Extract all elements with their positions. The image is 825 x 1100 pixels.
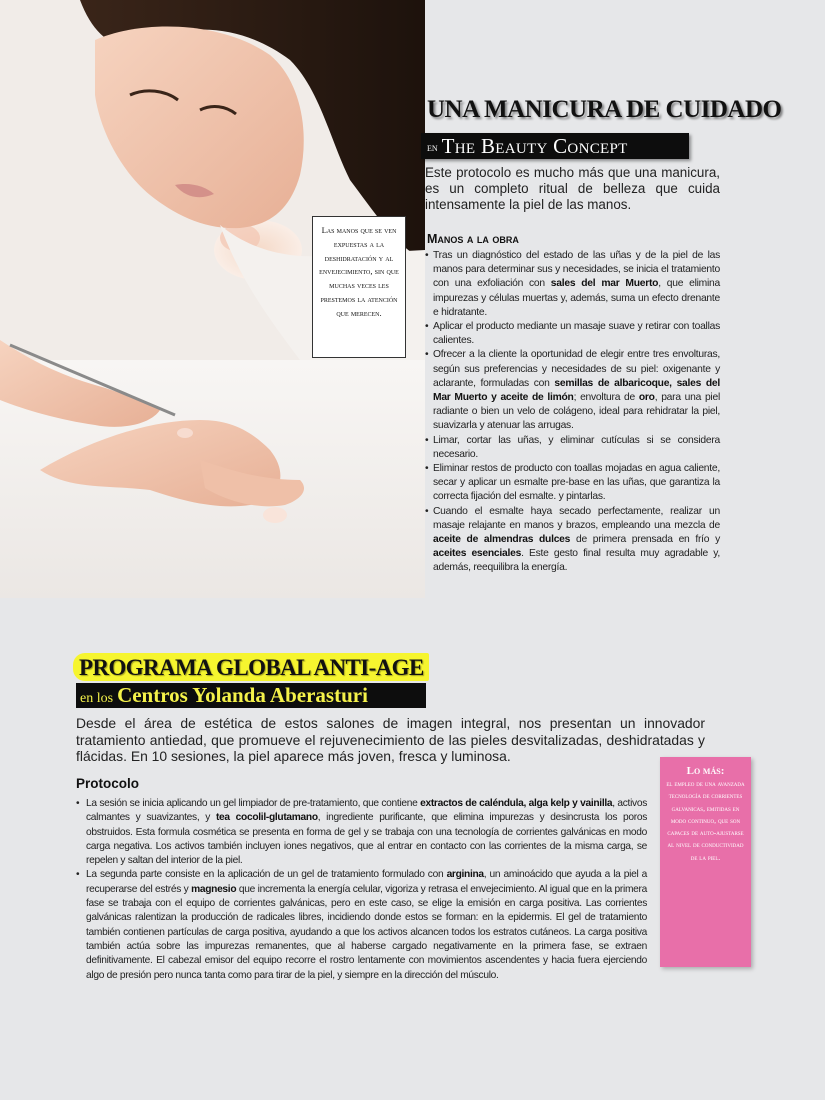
section1-steps-list xyxy=(425,249,720,576)
list-item xyxy=(425,348,720,433)
highlight-title: Lo más: xyxy=(686,765,725,777)
section2-intro: Desde el área de estética de estos salones de imagen integral, nos presentan un innovador tratamiento antiedad, que promueve el rejuvenecimiento de las pieles desvitalizadas, deshidratadas y flácidas. En 10 sesiones, la piel aparece más joven, fresca y luminosa. xyxy=(76,715,705,764)
step-text: La sesión se inicia aplicando un gel limpiador de pre-tratamiento, que contiene xyxy=(86,798,421,809)
highlight-text: el empleo de una avanzada tecnología de corrientes galvanicas, emitidas en modo continuo, que son capaces de auto-ajustarse al nivel de conductividad de la piel. xyxy=(666,779,745,862)
highlight-box xyxy=(660,757,751,967)
step-text: . Este gesto final resulta muy agradable y, además, reequilibra la energía. xyxy=(433,548,720,574)
step-text: ; envoltura de xyxy=(573,392,639,404)
list-item xyxy=(76,868,647,982)
step-bold: oro xyxy=(638,392,655,404)
section1-subtitle-brand: The Beauty Concept xyxy=(441,134,628,158)
section1-subtitle-prefix: en xyxy=(427,140,438,154)
list-item xyxy=(425,320,720,348)
step-text: , ingrediente purificante, que elimina impurezas y desincrusta los poros obstruidos. Esta formula cosmética se presenta en forma de gel y se trabaja con una tecnología de corrientes galvánicas en modo carga negativa. Los activos también incluyen iones negativos, que al entrar en contacto con las corrientes de la misma carga, se repelen y saltan del interior de la piel. xyxy=(86,812,647,867)
section2-heading: Protocolo xyxy=(76,776,139,791)
section1-subtitle-bar xyxy=(421,133,689,159)
section1-title-text: UNA MANICURA DE CUIDADO xyxy=(427,96,782,123)
step-text: que incrementa la energía celular, vigoriza y retrasa el envejecimiento. Al igual que en la primera fase se trabaja con el equipo de corrientes galvánicas, pero en este caso, se elige la emisión en carga positiva. Las corrientes galvánicas ralentizan la producción de radicales libres, incidiendo donde estos se forman: en la epidermis. El gel de tratamiento también contienen partículas de carga positiva, ayudando a que los activos alcancen todos los estratos cutáneos. La carga positiva también actúa sobre las impurezas remanentes, que al haberse cargado negativamente en la primera fase, se extraen definitivamente. El cabezal emisor del equipo recorre el rostro lentamente con movimientos ascendentes y hacia fuera ejerciendo algo de presión pero nunca tanta como para tirar de la piel, y siempre en la dirección del músculo. xyxy=(86,883,647,981)
step-bold: arginina xyxy=(446,869,484,881)
step-bold: extractos de caléndula, alga kelp y vainilla xyxy=(420,798,613,809)
step-bold: tea cocolil-glutamano xyxy=(215,812,318,824)
step-text: Limar, cortar las uñas, y eliminar cutículas si se considera necesario. xyxy=(433,434,720,460)
step-text: Tras un diagnóstico del estado de las uñas y de la piel de las manos para determinar sus y necesidades, se inicia el tratamiento con una exfoliación con xyxy=(433,250,720,290)
section1-title xyxy=(427,96,782,124)
step-bold: magnesio xyxy=(191,883,237,895)
step-text: , un aminoácido que ayuda a la piel a recuperarse del estrés y xyxy=(86,869,648,895)
step-bold: sales del mar Muerto xyxy=(550,278,659,290)
step-text: Eliminar restos de producto con toallas mojadas en agua caliente, secar y aplicar un esmalte pre-base en las uñas, que garantiza la correcta fijación del esmalte. y pintarlas. xyxy=(433,463,720,503)
step-text: , activos calmantes y suavizantes, y xyxy=(86,798,647,824)
section1-heading: Manos a la obra xyxy=(427,232,519,246)
step-bold: aceite de almendras dulces xyxy=(433,534,571,546)
step-bold: aceites esenciales xyxy=(433,548,522,560)
list-item xyxy=(425,249,720,320)
section1-intro: Este protocolo es mucho más que una manicura, es un completo ritual de belleza que cuida intensamente la piel de las manos. xyxy=(425,165,720,212)
section2-subtitle-bar xyxy=(76,683,426,708)
step-text: Ofrecer a la cliente la oportunidad de elegir entre tres envolturas, según sus preferencias y necesidades de su piel: oxigenante y aclarante, formuladas con xyxy=(433,349,720,389)
step-text: Cuando el esmalte haya secado perfectamente, realizar un masaje relajante en manos y brazos, empleando una mezcla de xyxy=(433,505,720,531)
section2-subtitle-prefix: en los xyxy=(80,691,114,706)
list-item xyxy=(425,462,720,505)
step-text: , para una piel radiante o bien un velo de colágeno, ideal para rehidratar la piel, suavizarla y atenuar las arrugas. xyxy=(433,392,720,432)
sidebar-quote-box xyxy=(312,216,406,358)
section2-protocol-list xyxy=(76,797,647,983)
step-text: de primera prensada en frío y xyxy=(570,534,720,546)
list-item xyxy=(425,505,720,576)
step-text: Aplicar el producto mediante un masaje suave y retirar con toallas calientes. xyxy=(433,321,720,347)
sidebar-quote-text: Las manos que se ven expuestas a la deshidratación y al envejecimiento, sin que muchas veces les prestemos la atención que merecen. xyxy=(319,225,399,318)
step-text: , que elimina impurezas y células muertas y, además, suma un efecto drenante e hidratante. xyxy=(433,278,721,318)
step-text: La segunda parte consiste en la aplicación de un gel de tratamiento formulado con xyxy=(86,869,447,881)
step-bold: semillas de albaricoque, sales del Mar Muerto y aceite de limón xyxy=(433,377,721,404)
section2-subtitle-brand: Centros Yolanda Aberasturi xyxy=(117,683,368,707)
list-item xyxy=(425,434,720,462)
section2-title: PROGRAMA GLOBAL ANTI-AGE xyxy=(73,653,429,681)
list-item xyxy=(76,797,647,868)
